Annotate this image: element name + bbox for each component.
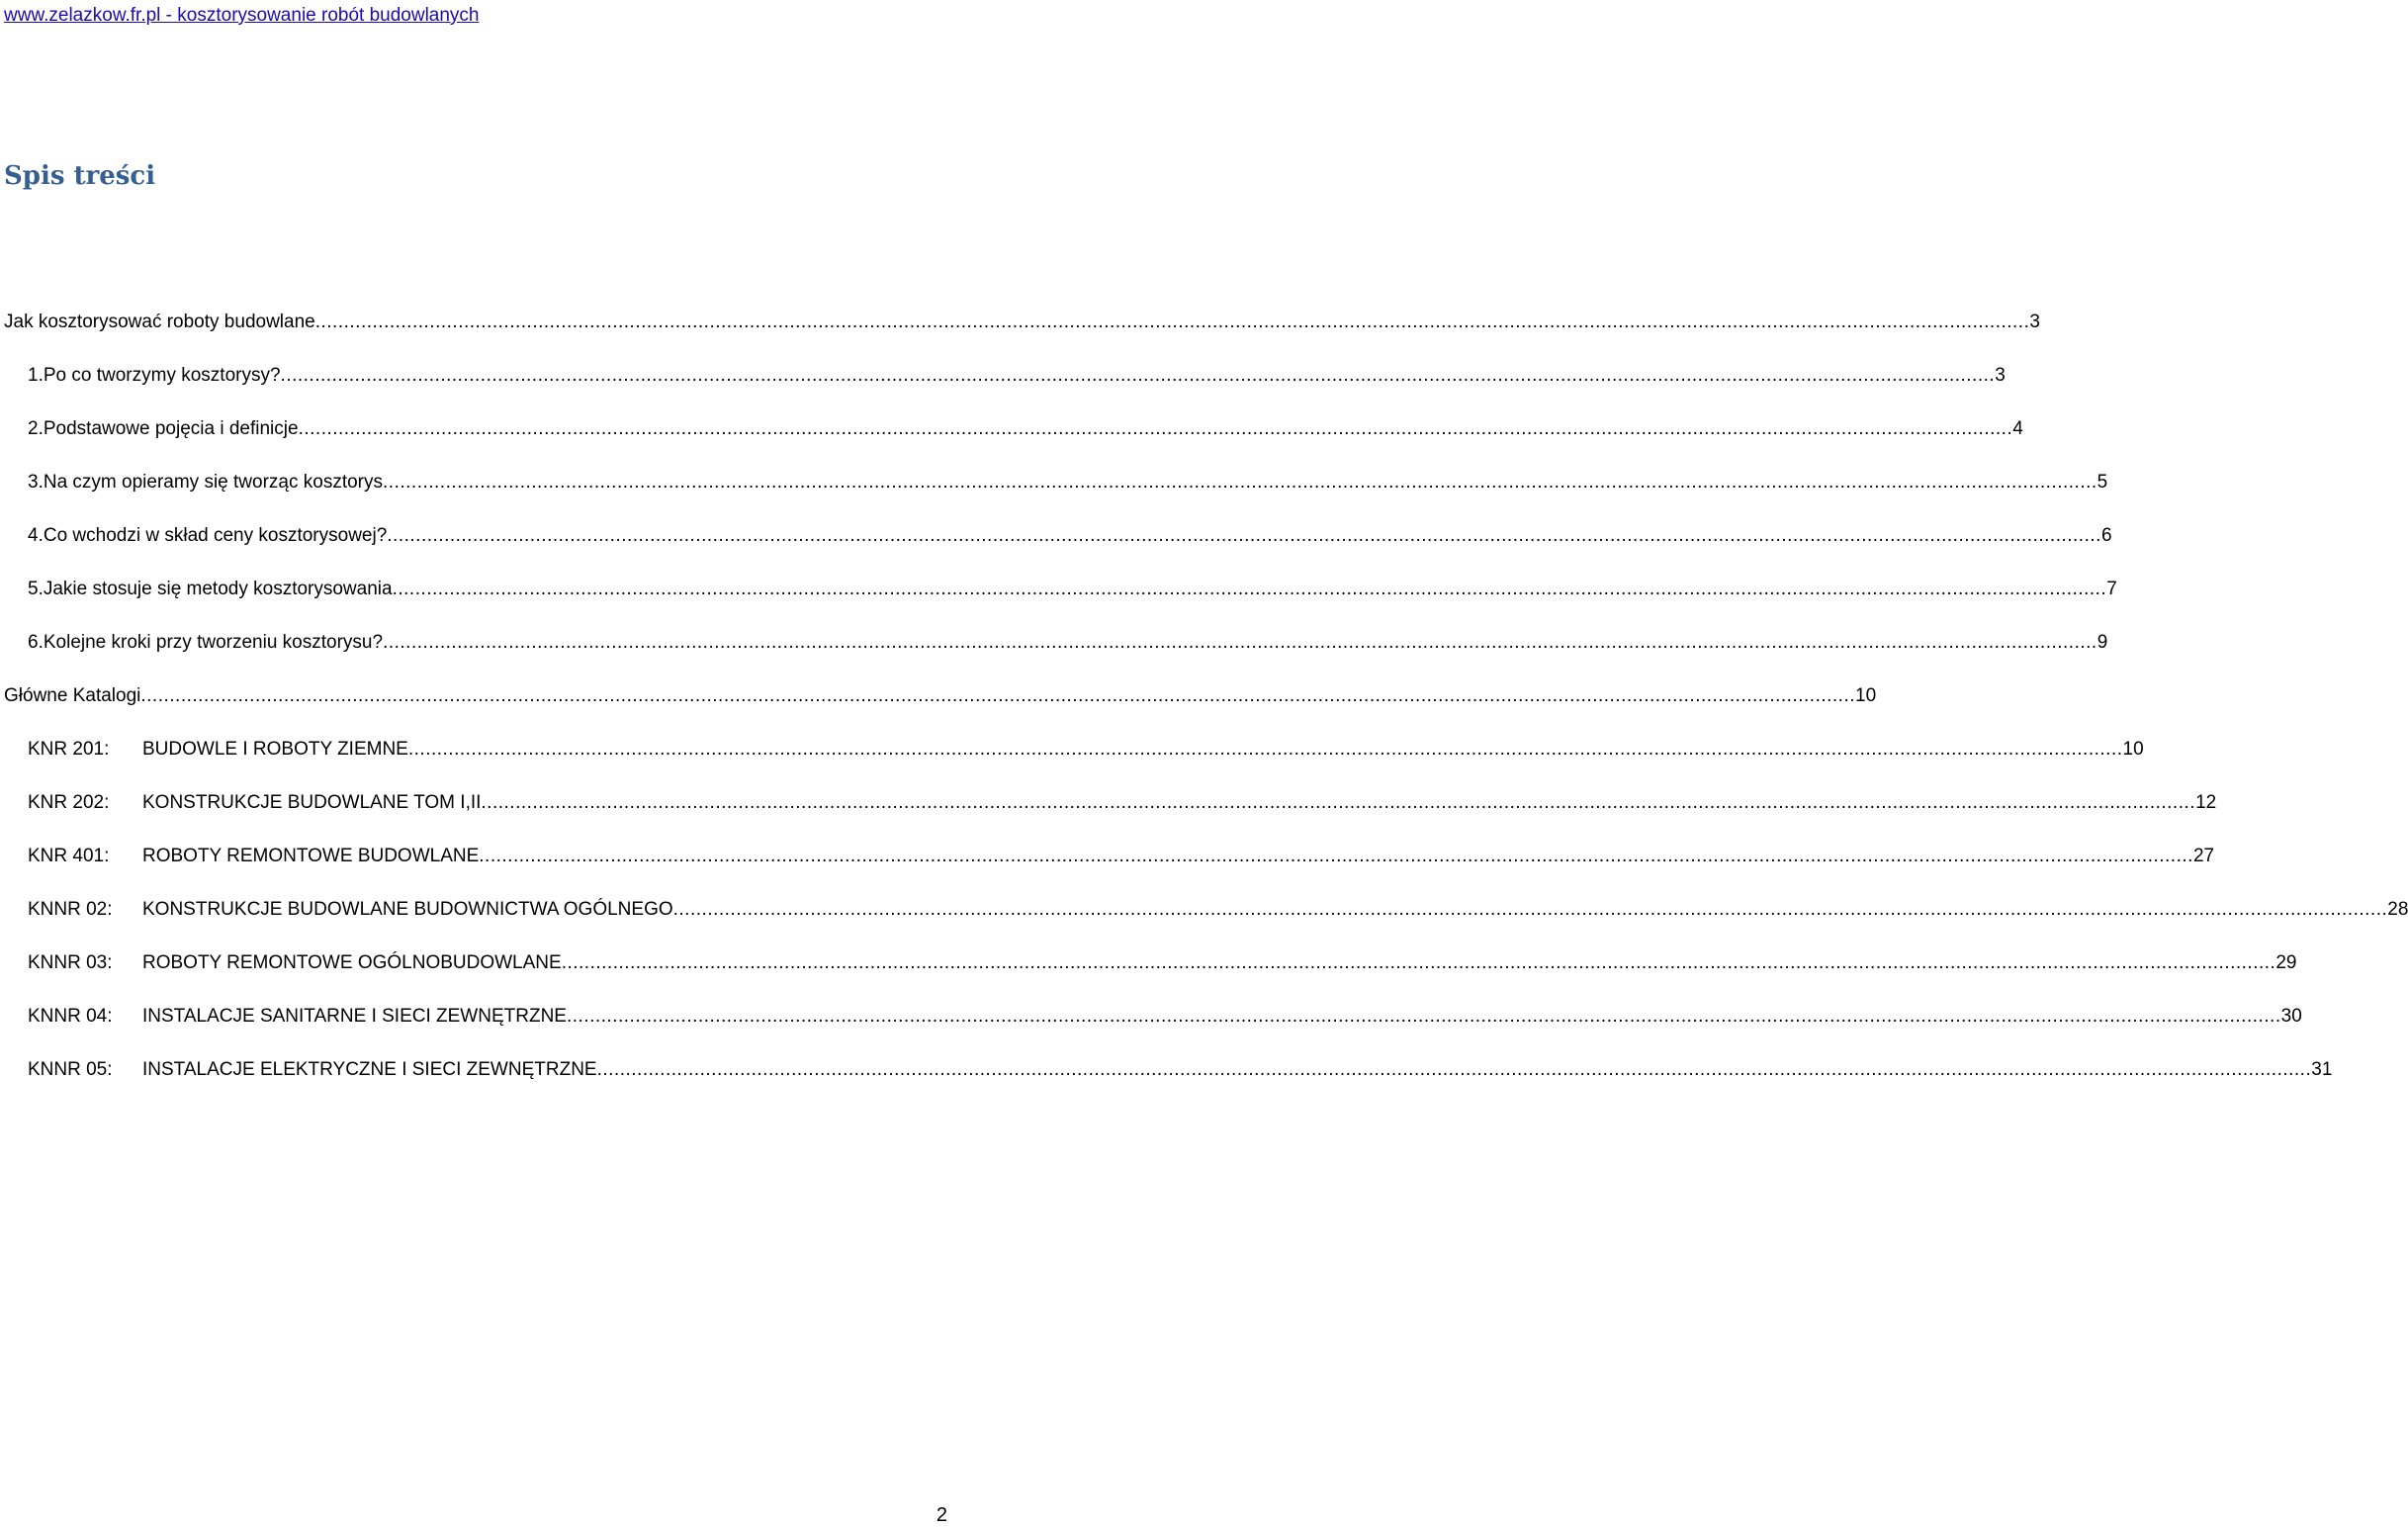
toc-entry[interactable] — [28, 629, 2108, 657]
toc-entry-number: 1. — [28, 365, 44, 386]
toc-entry[interactable] — [28, 576, 2117, 603]
toc-entry-title: KONSTRUKCJE BUDOWLANE BUDOWNICTWA OGÓLNEGO — [142, 899, 673, 920]
toc-entry[interactable] — [28, 843, 2215, 870]
toc-dot-leader: ............................................................................................................................................................................................................................................................................................................ — [596, 1059, 2312, 1080]
toc-entry-page: 3 — [1995, 365, 2006, 386]
toc-entry-title: Jak kosztorysować roboty budowlane — [4, 312, 315, 332]
header-website-link[interactable]: www.zelazkow.fr.pl - kosztorysowanie robót budowlanych — [4, 5, 480, 26]
toc-entry-catalog-code: KNR 201: — [28, 739, 110, 760]
toc-entry-page: 7 — [2106, 579, 2117, 599]
toc-entry-catalog-code: KNNR 03: — [28, 952, 113, 973]
toc-entry[interactable] — [28, 362, 2006, 390]
toc-dot-leader: ............................................................................................................................................................................................................................................................................................................ — [140, 685, 1856, 706]
toc-entry-title: Na czym opieramy się tworząc kosztorys — [43, 472, 384, 493]
toc-entry-catalog-code: KNNR 04: — [28, 1006, 113, 1027]
toc-entry-title: Co wchodzi w skład ceny kosztorysowej? — [43, 525, 388, 546]
toc-entry[interactable] — [28, 1056, 2333, 1084]
toc-entry-page: 4 — [2012, 418, 2023, 439]
toc-dot-leader: ............................................................................................................................................................................................................................................................................................................ — [387, 525, 2101, 546]
toc-entry[interactable] — [4, 309, 2040, 336]
toc-entry-catalog-code: KNR 401: — [28, 846, 110, 866]
toc-dot-leader: ............................................................................................................................................................................................................................................................................................................ — [479, 846, 2193, 866]
toc-entry[interactable] — [28, 522, 2112, 550]
toc-entry-title: INSTALACJE ELEKTRYCZNE I SIECI ZEWNĘTRZNE — [142, 1059, 597, 1080]
toc-dot-leader: ............................................................................................................................................................................................................................................................................................................ — [566, 1006, 2281, 1027]
toc-entry-title: Jakie stosuje się metody kosztorysowania — [43, 579, 393, 599]
toc-entry[interactable] — [28, 469, 2108, 496]
toc-entry-page: 30 — [2280, 1006, 2302, 1027]
toc-entry-page: 9 — [2096, 632, 2108, 653]
toc-dot-leader: ............................................................................................................................................................................................................................................................................................................ — [298, 418, 2013, 439]
toc-dot-leader: ............................................................................................................................................................................................................................................................................................................ — [383, 472, 2097, 493]
toc-entry-number: 3. — [28, 472, 44, 493]
toc-entry-title: Główne Katalogi — [4, 685, 141, 706]
toc-entry-number: 6. — [28, 632, 44, 653]
toc-entry-title: Kolejne kroki przy tworzeniu kosztorysu? — [43, 632, 384, 653]
toc-entry-page: 3 — [2029, 312, 2040, 332]
toc-dot-leader: ............................................................................................................................................................................................................................................................................................................ — [407, 739, 2123, 760]
toc-entry-number: 5. — [28, 579, 44, 599]
toc-dot-leader: ............................................................................................................................................................................................................................................................................................................ — [481, 792, 2196, 813]
toc-entry-catalog-code: KNNR 02: — [28, 899, 113, 920]
toc-heading: Spis treści — [4, 161, 156, 191]
toc-entry-page: 10 — [1855, 685, 1877, 706]
toc-entry-catalog-code: KNR 202: — [28, 792, 110, 813]
toc-entry-title: ROBOTY REMONTOWE BUDOWLANE — [142, 846, 480, 866]
toc-entry[interactable] — [4, 682, 1877, 710]
page-number: 2 — [936, 1504, 947, 1526]
toc-entry-title: KONSTRUKCJE BUDOWLANE TOM I,II — [142, 792, 482, 813]
toc-entry-page: 5 — [2096, 472, 2108, 493]
toc-entry[interactable] — [28, 896, 2408, 924]
toc-entry-page: 29 — [2275, 952, 2297, 973]
toc-dot-leader: ............................................................................................................................................................................................................................................................................................................ — [383, 632, 2097, 653]
toc-entry[interactable] — [28, 1003, 2302, 1031]
toc-entry[interactable] — [28, 736, 2144, 764]
toc-dot-leader: ............................................................................................................................................................................................................................................................................................................ — [672, 899, 2388, 920]
toc-entry-page: 28 — [2387, 899, 2408, 920]
toc-entry-page: 27 — [2192, 846, 2215, 866]
toc-entry-title: BUDOWLE I ROBOTY ZIEMNE — [142, 739, 408, 760]
toc-dot-leader: ............................................................................................................................................................................................................................................................................................................ — [561, 952, 2276, 973]
toc-entry-number: 2. — [28, 418, 44, 439]
toc-entry-page: 10 — [2122, 739, 2144, 760]
toc-entry-catalog-code: KNNR 05: — [28, 1059, 113, 1080]
toc-entry-page: 31 — [2311, 1059, 2333, 1080]
toc-entry-title: ROBOTY REMONTOWE OGÓLNOBUDOWLANE — [142, 952, 562, 973]
toc-entry-page: 12 — [2195, 792, 2217, 813]
toc-dot-leader: ............................................................................................................................................................................................................................................................................................................ — [392, 579, 2107, 599]
toc-entry-title: Po co tworzymy kosztorysy? — [43, 365, 281, 386]
toc-entry-page: 6 — [2100, 525, 2112, 546]
toc-dot-leader: ............................................................................................................................................................................................................................................................................................................ — [280, 365, 1996, 386]
toc-entry-title: INSTALACJE SANITARNE I SIECI ZEWNĘTRZNE — [142, 1006, 567, 1027]
toc-entry[interactable] — [28, 415, 2023, 443]
toc-dot-leader: ............................................................................................................................................................................................................................................................................................................ — [314, 312, 2030, 332]
toc-entry-number: 4. — [28, 525, 44, 546]
toc-entry-title: Podstawowe pojęcia i definicje — [43, 418, 299, 439]
toc-entry[interactable] — [28, 949, 2297, 977]
toc-entry[interactable] — [28, 789, 2217, 817]
